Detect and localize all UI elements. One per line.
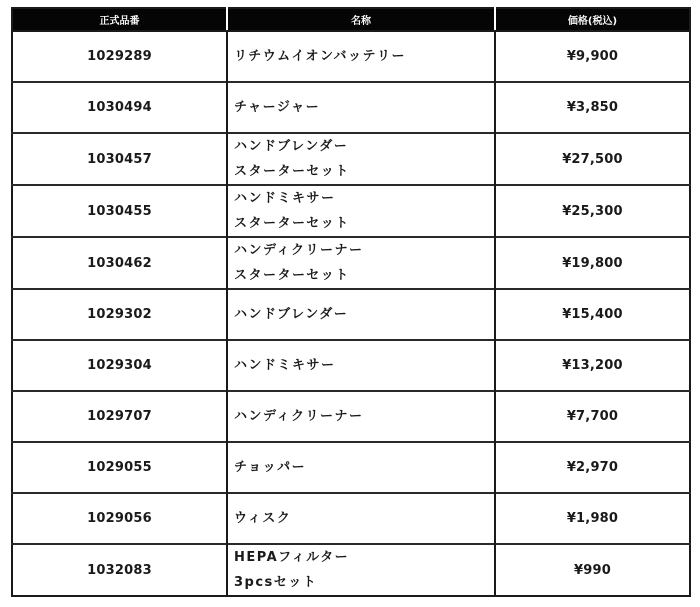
cell-name: [227, 442, 495, 493]
name-line-1: ハンドミキサー: [234, 191, 336, 206]
table-row: [12, 442, 690, 493]
table-row: [12, 289, 690, 340]
cell-code: 1030494: [12, 82, 227, 133]
table-header: [12, 8, 690, 31]
name-line-1: チョッパー: [234, 460, 307, 475]
table-row: [12, 237, 690, 289]
table-row: [12, 544, 690, 596]
name-line-1: ハンディクリーナー: [234, 409, 364, 424]
cell-name: [227, 31, 495, 82]
cell-code: 1029302: [12, 289, 227, 340]
header-price: 価格(税込): [495, 8, 690, 31]
cell-code: 1032083: [12, 544, 227, 596]
cell-price: ¥27,500: [495, 133, 690, 185]
cell-name: [227, 391, 495, 442]
name-line-1: ハンドブレンダー: [234, 307, 349, 322]
cell-code: 1029304: [12, 340, 227, 391]
name-line-1: HEPAフィルター: [234, 550, 350, 565]
cell-code: 1030462: [12, 237, 227, 289]
price-table: [11, 7, 691, 597]
table-row: [12, 133, 690, 185]
cell-price: ¥3,850: [495, 82, 690, 133]
name-line-1: ハンドミキサー: [234, 358, 336, 373]
cell-name: [227, 493, 495, 544]
table-body: [12, 31, 690, 596]
name-line-2: スターターセット: [234, 164, 350, 179]
name-line-1: チャージャー: [234, 100, 321, 115]
cell-price: ¥2,970: [495, 442, 690, 493]
cell-code: 1029056: [12, 493, 227, 544]
cell-price: ¥1,980: [495, 493, 690, 544]
cell-price: ¥15,400: [495, 289, 690, 340]
cell-name: [227, 544, 495, 596]
cell-name: [227, 237, 495, 289]
name-line-2: 3pcsセット: [234, 575, 318, 590]
cell-code: 1029289: [87, 49, 152, 64]
name-line-1: ハンドブレンダー: [234, 139, 349, 154]
name-line-1: リチウムイオンバッテリー: [234, 49, 407, 64]
table-row: [12, 391, 690, 442]
cell-code: 1029055: [12, 442, 227, 493]
cell-code: 1030455: [12, 185, 227, 237]
cell-price: ¥7,700: [495, 391, 690, 442]
table-row: [12, 185, 690, 237]
cell-price: ¥19,800: [495, 237, 690, 289]
table-row: [12, 340, 690, 391]
name-line-2: スターターセット: [234, 216, 350, 231]
header-row: [12, 8, 690, 31]
name-line-2: スターターセット: [234, 268, 350, 283]
header-name: 名称: [227, 8, 495, 31]
cell-name: [227, 133, 495, 185]
cell-price: ¥13,200: [495, 340, 690, 391]
header-code: 正式品番: [12, 8, 227, 31]
cell-price: ¥25,300: [495, 185, 690, 237]
cell-name: [227, 289, 495, 340]
cell-name: [227, 82, 495, 133]
name-line-1: ハンディクリーナー: [234, 243, 364, 258]
table-row: [12, 493, 690, 544]
cell-name: [227, 340, 495, 391]
table-row: [12, 82, 690, 133]
table-row: [12, 31, 690, 82]
cell-name: [227, 185, 495, 237]
cell-price: ¥9,900: [495, 31, 690, 82]
name-line-1: ウィスク: [234, 511, 292, 526]
cell-code: 1029707: [12, 391, 227, 442]
cell-code: 1030457: [12, 133, 227, 185]
cell-price: ¥990: [495, 544, 690, 596]
